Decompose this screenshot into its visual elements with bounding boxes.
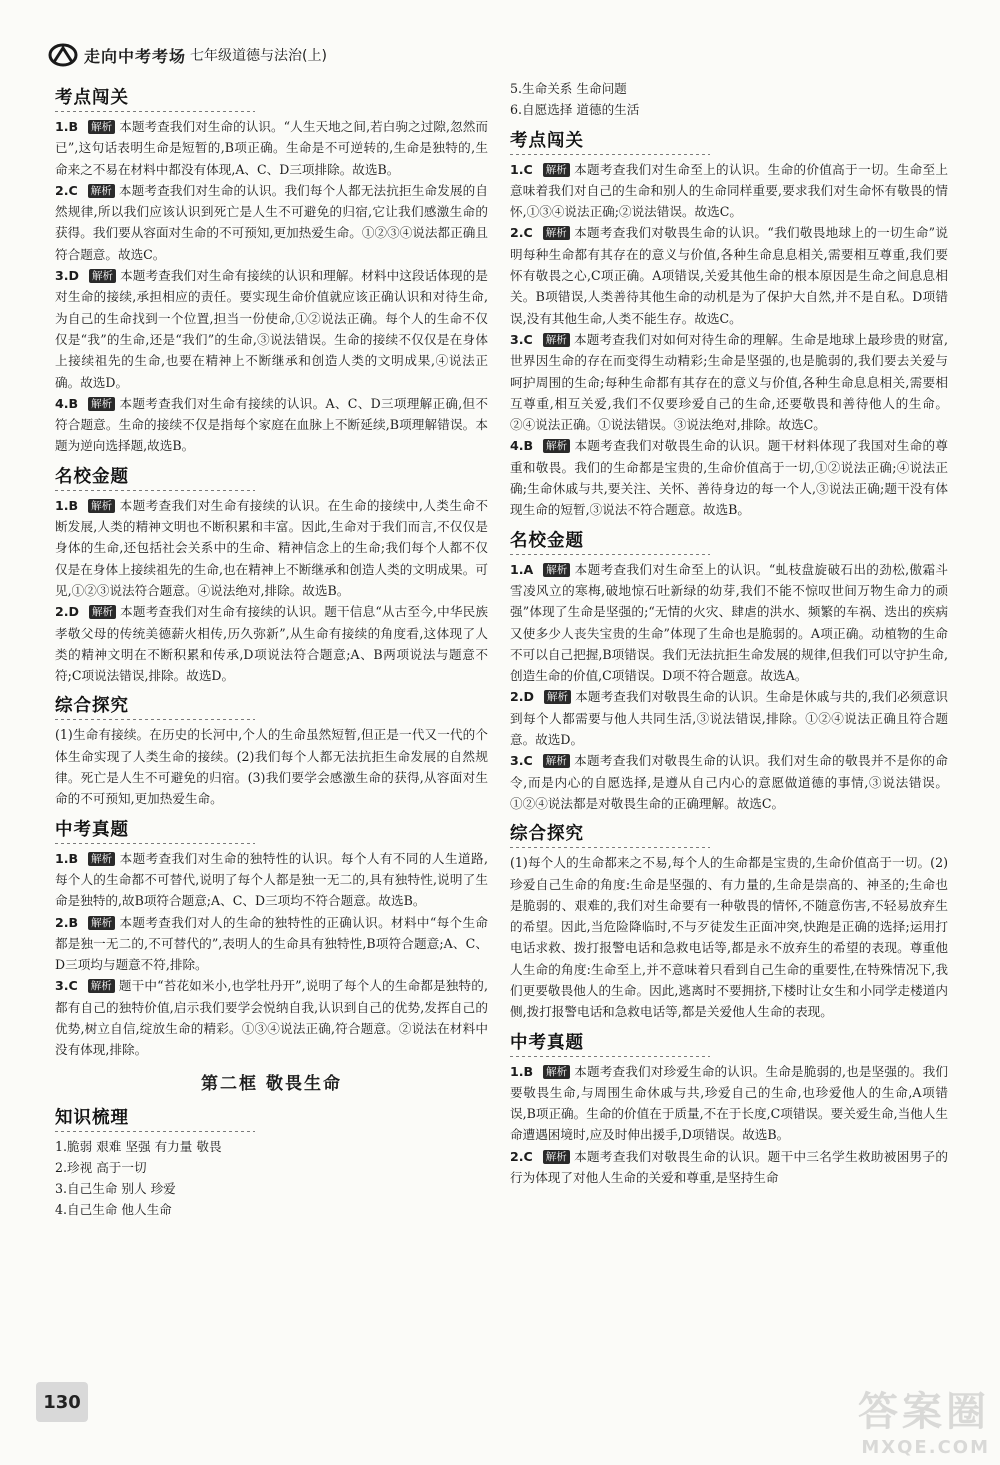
item-number: 4.B bbox=[55, 395, 79, 411]
answer-item bbox=[55, 116, 488, 180]
item-number: 1.B bbox=[55, 119, 79, 134]
analysis-tag: 解析 bbox=[89, 605, 116, 619]
item-text: 本题考查我们对敬畏生命的认识。“我们敬畏地球上的一切生命”说明每种生命都有其存在的意义与价值,各种生命息息相关,需要相互尊重,我们要怀有敬畏之心,C项正确。A项错误,关爱其他生命的根本原因是生命之间息息相关。B项错误,人类善待其他生命的动机是为了保护大自然,并不是自私。D项错误,没有其他生命,人类不能生存。故选C。 bbox=[510, 225, 948, 326]
analysis-tag: 解析 bbox=[543, 754, 570, 768]
analysis-tag: 解析 bbox=[543, 563, 570, 577]
analysis-tag: 解析 bbox=[543, 1065, 570, 1079]
knowledge-item: 6.自愿选择 道德的生活 bbox=[510, 102, 640, 118]
item-number: 1.B bbox=[55, 497, 79, 513]
item-text: (1)每个人的生命都来之不易,每个人的生命都是宝贵的,生命价值高于一切。(2)珍爱自己生命的角度:生命是坚强的、有力量的,生命是崇高的、神圣的;生命也是脆弱的、艰难的,我们对生命要有一种敬畏的情怀,不随意伤害,不轻易放弃生的希望。因此,当危险降临时,不与歹徒发生正面冲突,快跑是正确的选择;运用打电话求救、拨打报警电话和急救电话等,都是永不放弃生的希望的表现。尊重他人生命的角度:生命至上,并不意味着只看到自己生命的重要性,在特殊情况下,我们更要敬畏他人的生命。因此,逃离时不要拥挤,下楼时让女生和小同学走楼道内侧,拨打报警电话和急救电话等,都是关爱他人生命的表现。 bbox=[510, 855, 948, 1020]
section-title: 综合探究 bbox=[55, 692, 255, 720]
answer-item bbox=[510, 222, 948, 328]
watermark bbox=[800, 1380, 990, 1460]
analysis-tag: 解析 bbox=[88, 916, 115, 930]
analysis-tag: 解析 bbox=[543, 163, 570, 177]
item-text: 本题考查我们对敬畏生命的认识。我们对生命的敬畏并不是你的命令,而是内心的自愿选择,是遵从自己内心的意愿做道德的事情,③说法错误。①②④说法都是对敬畏生命的正确理解。故选C。 bbox=[510, 753, 948, 811]
item-text: 本题考查我们对敬畏生命的认识。题干材料体现了我国对生命的尊重和敬畏。我们的生命都是宝贵的,生命价值高于一切,①②说法正确;④说法正确;生命休戚与共,要关注、关怀、善待身边的每一个人,③说法正确;题干没有体现生命的短暂,③说法不符合题意。故选B。 bbox=[510, 438, 948, 518]
answer-item bbox=[55, 393, 488, 457]
answer-item bbox=[510, 750, 948, 814]
item-text: 本题考查我们对生命至上的认识。“虬枝盘旋破石出的劲松,傲霜斗雪凌风立的寒梅,破地惊石吐新绿的幼芽,我们不能不惊叹世间万物生命力的顽强”体现了生命是坚强的;“无情的火灾、肆虐的洪水、频繁的车祸、迭出的疾病又使多少人丧失宝贵的生命”体现了生命也是脆弱的。A项正确。动植物的生命不可以自己把握,B项错误。我们无法抗拒生命发展的规律,但我们可以守护生命,创造生命的价值,C项错误。D项不符合题意。故选A。 bbox=[510, 561, 948, 684]
page-header bbox=[48, 38, 327, 72]
item-number: 1.B bbox=[510, 1063, 534, 1079]
item-number: 1.B bbox=[55, 850, 79, 866]
item-text: 本题考查我们对如何对待生命的理解。生命是地球上最珍贵的财富,世界因生命的存在而变得生动精彩;生命是坚强的,也是脆弱的,我们要去关爱与呵护周围的生命;每种生命都有其存在的意义与价值,各种生命息息相关,需要相互尊重,相互关爱,我们不仅要珍爱自己的生命,还要敬畏和善待他人的生命。②④说法正确。①说法错误。③说法绝对,排除。故选C。 bbox=[510, 331, 948, 433]
item-number: 2.C bbox=[510, 1148, 533, 1164]
watermark-url: MXQE.COM bbox=[861, 1437, 990, 1458]
item-number: 1.C bbox=[510, 161, 533, 177]
answer-item bbox=[510, 329, 948, 435]
item-number: 2.B bbox=[55, 914, 79, 930]
analysis-tag: 解析 bbox=[544, 690, 571, 704]
book-title: 七年级道德与法治(上) bbox=[190, 48, 327, 64]
item-number: 2.C bbox=[55, 182, 78, 198]
knowledge-item: 4.自己生命 他人生命 bbox=[55, 1202, 172, 1218]
item-text: (1)生命有接续。在历史的长河中,个人的生命虽然短暂,但正是一代又一代的个体生命实现了人类生命的接续。(2)我们每个人都无法抗拒生命发展的自然规律。死亡是人生不可避免的归宿。(3)我们要学会感激生命的获得,从容面对生命的不可预知,更加热爱生命。 bbox=[55, 727, 488, 807]
answer-item bbox=[510, 852, 948, 1022]
section-title: 中考真题 bbox=[510, 1029, 710, 1057]
analysis-tag: 解析 bbox=[88, 397, 115, 411]
brand-name: 走向中考考场 bbox=[84, 46, 187, 66]
section-title: 考点闯关 bbox=[55, 84, 255, 112]
analysis-tag: 解析 bbox=[543, 439, 570, 453]
analysis-tag: 解析 bbox=[88, 499, 115, 513]
answer-item bbox=[55, 724, 488, 809]
analysis-tag: 解析 bbox=[543, 226, 570, 240]
answer-item bbox=[55, 495, 488, 601]
answer-item bbox=[55, 265, 488, 393]
knowledge-item: 5.生命关系 生命问题 bbox=[510, 81, 627, 96]
item-text: 本题考查我们对生命的认识。我们每个人都无法抗拒生命发展的自然规律,所以我们应该认识到死亡是人生不可避免的归宿,它让我们感激生命的获得。我们要从容面对生命的不可预知,更加热爱生命。①②③④说法都正确且符合题意。故选C。 bbox=[55, 182, 488, 262]
item-number: 3.C bbox=[510, 331, 533, 347]
answer-item bbox=[510, 159, 948, 223]
item-number: 1.A bbox=[510, 561, 534, 577]
item-text: 本题考查我们对生命至上的认识。生命的价值高于一切。生命至上意味着我们对自己的生命和别人的生命同样重要,要求我们对生命怀有敬畏的情怀,①③④说法正确;②说法错误。故选C。 bbox=[510, 161, 948, 220]
answer-item bbox=[55, 848, 488, 912]
analysis-tag: 解析 bbox=[543, 333, 570, 347]
section-title: 名校金题 bbox=[55, 463, 255, 491]
analysis-tag: 解析 bbox=[88, 852, 115, 866]
section-title: 综合探究 bbox=[510, 820, 710, 848]
item-text: 本题考查我们对生命有接续的认识。在生命的接续中,人类生命不断发展,人类的精神文明也不断积累和丰富。因此,生命对于我们而言,不仅仅是身体的生命,还包括社会关系中的生命、精神信念上的生命;我们每个人都不仅仅是在身体上接续祖先的生命,也在精神上不断继承和创造人类的文明成果。可见,①②③说法符合题意。④说法绝对,排除。故选B。 bbox=[55, 497, 488, 598]
answer-item bbox=[510, 1061, 948, 1146]
analysis-tag: 解析 bbox=[88, 184, 115, 198]
left-column bbox=[55, 78, 488, 1221]
section-title: 知识梳理 bbox=[55, 1104, 255, 1132]
answer-item bbox=[510, 1146, 948, 1189]
item-number: 4.B bbox=[510, 438, 534, 454]
answer-item bbox=[510, 435, 948, 520]
item-text: 本题考查我们对生命的认识。“人生天地之间,若白驹之过隙,忽然而已”,这句话表明生命是短暂的,B项正确。生命是不可逆转的,生命是独特的,生命来之不易在材料中都没有体现,A、C、D三项排除。故选B。 bbox=[55, 119, 488, 177]
knowledge-item: 3.自己生命 别人 珍爱 bbox=[55, 1181, 176, 1197]
analysis-tag: 解析 bbox=[89, 269, 116, 283]
item-number: 3.C bbox=[55, 978, 78, 994]
answer-item bbox=[55, 601, 488, 686]
item-number: 3.D bbox=[55, 268, 80, 284]
section-title: 考点闯关 bbox=[510, 127, 710, 155]
answer-item bbox=[510, 559, 948, 687]
item-number: 2.D bbox=[510, 689, 535, 705]
answer-item bbox=[55, 912, 488, 976]
item-text: 本题考查我们对生命的独特性的认识。每个人有不同的人生道路,每个人的生命都不可替代,说明了每个人都是独一无二的,具有独特性,说明了生命是独特的,故B项符合题意;A、C、D三项均不符合题意。故选B。 bbox=[55, 850, 488, 909]
analysis-tag: 解析 bbox=[88, 120, 115, 134]
section-title: 中考真题 bbox=[55, 816, 255, 844]
item-text: 本题考查我们对生命有接续的认识。题干信息“从古至今,中华民族孝敬父母的传统美德薪火相传,历久弥新”,从生命有接续的角度看,这体现了人类的精神文明在不断积累和传承,D项说法符合题意;A、B两项说法与题意不符;C项说法错误,排除。故选D。 bbox=[55, 604, 488, 684]
analysis-tag: 解析 bbox=[543, 1150, 570, 1164]
item-number: 2.D bbox=[55, 604, 80, 620]
item-text: 本题考查我们对人的生命的独特性的正确认识。材料中“每个生命都是独一无二的,不可替代的”,表明人的生命具有独特性,B项符合题意;A、C、D三项均与题意不符,排除。 bbox=[55, 914, 488, 973]
item-number: 3.C bbox=[510, 753, 533, 769]
right-column bbox=[510, 78, 948, 1188]
item-number: 2.C bbox=[510, 225, 533, 241]
answer-item bbox=[55, 975, 488, 1060]
item-text: 本题考查我们对敬畏生命的认识。题干中三名学生救助被困男子的行为体现了对他人生命的关爱和尊重,是坚持生命 bbox=[510, 1148, 948, 1186]
item-text: 题干中“苔花如米小,也学牡丹开”,说明了每个人的生命都是独特的,都有自己的独特价值,启示我们要学会悦纳自我,认识到自己的优势,发挥自己的优势,树立自信,绽放生命的精彩。①③④说法正确,符合题意。②说法在材料中没有体现,排除。 bbox=[55, 978, 488, 1058]
brand-logo-icon bbox=[48, 42, 78, 68]
knowledge-item: 1.脆弱 艰难 坚强 有力量 敬畏 bbox=[55, 1138, 222, 1154]
item-text: 本题考查我们对珍爱生命的认识。生命是脆弱的,也是坚强的。我们要敬畏生命,与周围生命休戚与共,珍爱自己的生命,也珍爱他人的生命,A项错误,B项正确。生命的价值在于质量,不在于长度,C项错误。要关爱生命,当他人生命遭遇困境时,应及时伸出援手,D项错误。故选B。 bbox=[510, 1063, 948, 1143]
item-text: 本题考查我们对敬畏生命的认识。生命是休戚与共的,我们必须意识到每个人都需要与他人共同生活,③说法错误,排除。①②④说法正确且符合题意。故选D。 bbox=[510, 689, 948, 748]
frame-title: 第二框 敬畏生命 bbox=[201, 1073, 342, 1094]
item-text: 本题考查我们对生命有接续的认识。A、C、D三项理解正确,但不符合题意。生命的接续不仅是指每个家庭在血脉上不断延续,B项理解错误。本题为逆向选择题,故选B。 bbox=[55, 395, 488, 454]
answer-item bbox=[55, 180, 488, 265]
answer-item bbox=[510, 686, 948, 750]
analysis-tag: 解析 bbox=[88, 979, 115, 993]
item-text: 本题考查我们对生命有接续的认识和理解。材料中这段话体现的是对生命的接续,承担相应的责任。要实现生命价值就应该正确认识和对待生命,为自己的生命找到一个位置,担当一份使命,①②说法正确。每个人的生命不仅仅是“我”的生命,还是“我们”的生命,③说法错误。生命的接续不仅仅是在身体上接续祖先的生命,也要在精神上不断继承和创造人类的文明成果,④说法正确。故选D。 bbox=[55, 268, 488, 390]
watermark-glyphs: 答案圈 bbox=[858, 1389, 990, 1435]
page-number: 130 bbox=[36, 1382, 88, 1422]
section-title: 名校金题 bbox=[510, 527, 710, 555]
knowledge-item: 2.珍视 高于一切 bbox=[55, 1159, 147, 1175]
